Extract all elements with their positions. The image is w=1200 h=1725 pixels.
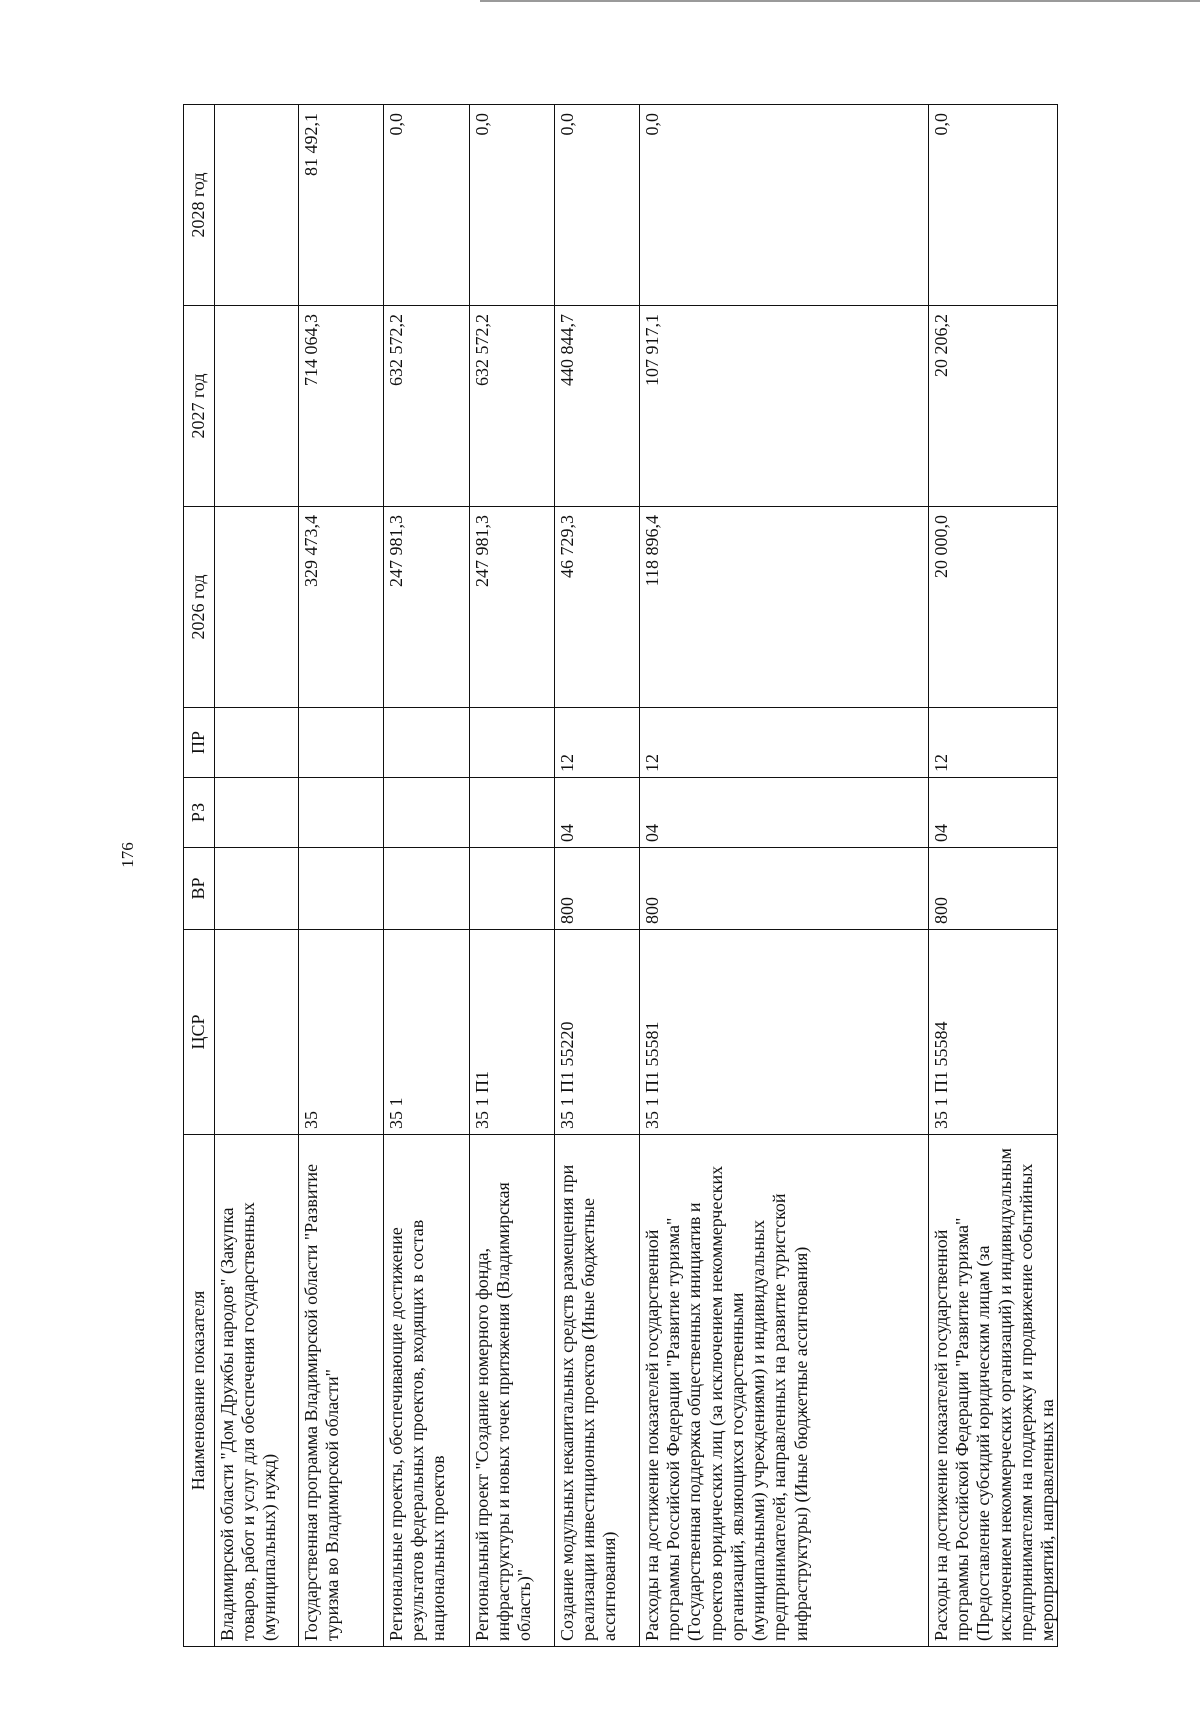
header-rz: РЗ bbox=[184, 778, 215, 848]
header-pr: ПР bbox=[184, 708, 215, 778]
table-row bbox=[470, 105, 555, 1647]
page-number: 176 bbox=[118, 842, 137, 868]
cell-name: Расходы на достижение показателей государственной программы Российской Федерации "Развитие туризма" (Государственная поддержка общественных инициатив и проектов юридических лиц (за исключением некоммерческих организаций, являющихся государственными (муниципальными) учреждениями) и индивидуальных предпринимателей, направленных на развитие туристской инфраструктуры) (Иные бюджетные ассигнования) bbox=[640, 1135, 929, 1647]
cell-rz bbox=[470, 778, 555, 848]
cell-rz: 04 bbox=[929, 778, 1058, 848]
table-row bbox=[929, 105, 1058, 1647]
table-row bbox=[640, 105, 929, 1647]
cell-name: Создание модульных некапитальных средств размещения при реализации инвестиционных проектов (Иные бюджетные ассигнования) bbox=[555, 1135, 640, 1647]
cell-2026 bbox=[215, 507, 299, 708]
cell-rz bbox=[215, 778, 299, 848]
header-name: Наименование показателя bbox=[184, 1135, 215, 1647]
header-csr: ЦСР bbox=[184, 930, 215, 1135]
cell-2027 bbox=[215, 306, 299, 507]
cell-2026: 247 981,3 bbox=[470, 507, 555, 708]
cell-name: Региональные проекты, обеспечивающие достижение результатов федеральных проектов, входящих в состав национальных проектов bbox=[384, 1135, 470, 1647]
cell-pr bbox=[470, 708, 555, 778]
cell-csr: 35 1 П1 55220 bbox=[555, 930, 640, 1135]
cell-name: Владимирской области "Дом Дружбы народов" (Закупка товаров, работ и услуг для обеспечения государственных (муниципальных) нужд) bbox=[215, 1135, 299, 1647]
cell-rz bbox=[384, 778, 470, 848]
header-2027: 2027 год bbox=[184, 306, 215, 507]
cell-rz: 04 bbox=[555, 778, 640, 848]
cell-name-text: Расходы на достижение показателей государственной программы Российской Федерации "Развитие туризма" (Предоставление субсидий юридическим лицам (за исключением некоммерческих организаций) и индивидуальным предпринимателям на поддержку и продвижение событийных мероприятий, направленных на bbox=[931, 1148, 1058, 1641]
scan-border-line bbox=[480, 0, 1200, 2]
cell-2026: 20 000,0 bbox=[929, 507, 1058, 708]
cell-2028: 0,0 bbox=[640, 105, 929, 306]
cell-pr: 12 bbox=[640, 708, 929, 778]
cell-2028: 0,0 bbox=[555, 105, 640, 306]
cell-pr: 12 bbox=[929, 708, 1058, 778]
cell-csr: 35 1 П1 55584 bbox=[929, 930, 1058, 1135]
cell-2028: 0,0 bbox=[384, 105, 470, 306]
cell-2028 bbox=[215, 105, 299, 306]
header-2026: 2026 год bbox=[184, 507, 215, 708]
cell-vr bbox=[215, 848, 299, 930]
cell-2026: 329 473,4 bbox=[299, 507, 384, 708]
header-vr: ВР bbox=[184, 848, 215, 930]
cell-pr: 12 bbox=[555, 708, 640, 778]
cell-2028: 0,0 bbox=[929, 105, 1058, 306]
table-row bbox=[299, 105, 384, 1647]
cell-2027: 107 917,1 bbox=[640, 306, 929, 507]
cell-csr bbox=[215, 930, 299, 1135]
table-row bbox=[384, 105, 470, 1647]
cell-rz: 04 bbox=[640, 778, 929, 848]
cell-2026: 46 729,3 bbox=[555, 507, 640, 708]
cell-name: Государственная программа Владимирской области "Развитие туризма во Владимирской области" bbox=[299, 1135, 384, 1647]
cell-2026: 247 981,3 bbox=[384, 507, 470, 708]
cell-csr: 35 1 П1 55581 bbox=[640, 930, 929, 1135]
cell-csr: 35 1 П1 bbox=[470, 930, 555, 1135]
cell-vr bbox=[384, 848, 470, 930]
cell-pr bbox=[384, 708, 470, 778]
cell-name: Региональный проект "Создание номерного фонда, инфраструктуры и новых точек притяжения (Владимирская область)" bbox=[470, 1135, 555, 1647]
cell-vr: 800 bbox=[555, 848, 640, 930]
cell-2027: 632 572,2 bbox=[384, 306, 470, 507]
table-row bbox=[555, 105, 640, 1647]
cell-name bbox=[929, 1135, 1058, 1647]
cell-csr: 35 1 bbox=[384, 930, 470, 1135]
cell-2028: 0,0 bbox=[470, 105, 555, 306]
rotated-table-container bbox=[183, 105, 1058, 1647]
table-header-row bbox=[184, 105, 215, 1647]
header-2028: 2028 год bbox=[184, 105, 215, 306]
cell-csr: 35 bbox=[299, 930, 384, 1135]
cell-vr bbox=[299, 848, 384, 930]
cell-2027: 632 572,2 bbox=[470, 306, 555, 507]
cell-2027: 714 064,3 bbox=[299, 306, 384, 507]
cell-2026: 118 896,4 bbox=[640, 507, 929, 708]
cell-vr: 800 bbox=[929, 848, 1058, 930]
cell-2028: 81 492,1 bbox=[299, 105, 384, 306]
cell-rz bbox=[299, 778, 384, 848]
budget-table bbox=[183, 104, 1058, 1647]
cell-vr bbox=[470, 848, 555, 930]
cell-2027: 20 206,2 bbox=[929, 306, 1058, 507]
table-row bbox=[215, 105, 299, 1647]
cell-vr: 800 bbox=[640, 848, 929, 930]
cell-pr bbox=[215, 708, 299, 778]
cell-2027: 440 844,7 bbox=[555, 306, 640, 507]
cell-pr bbox=[299, 708, 384, 778]
